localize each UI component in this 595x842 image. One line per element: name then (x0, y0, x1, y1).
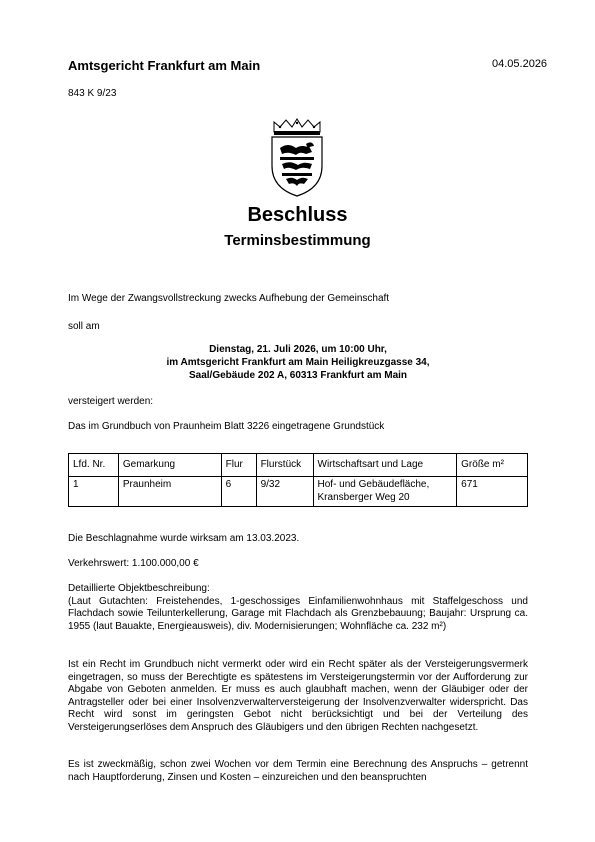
soll-am-text: soll am (68, 321, 100, 332)
verkehrswert-text: Verkehrswert: 1.100.000,00 € (68, 558, 199, 569)
case-reference: 843 K 9/23 (68, 88, 117, 99)
table-cell: 9/32 (256, 477, 313, 507)
court-name: Amtsgericht Frankfurt am Main (68, 58, 261, 73)
grundbuch-text: Das im Grundbuch von Praunheim Blatt 3226 eingetragene Grundstück (68, 421, 385, 432)
recht-paragraph: Ist ein Recht im Grundbuch nicht vermerkt oder wird ein Recht später als der Versteigerungsvermerk eingetragen, so muss der Berechtigte es spätestens im Versteigerungstermin vor der Aufforderung zur Abgabe von Geboten anmelden. Er muss es auch glaubhaft machen, wenn der Gläubiger oder der Antragsteller oder bei einer Insolvenzverwalterversteigerung der Insolvenzverwalter widerspricht. Das Recht wird sonst im geringsten Gebot nicht berücksichtigt und bei der Verteilung des Versteigerungserlöses dem Anspruch des Gläubigers und den übrigen Rechten nachgesetzt. (68, 659, 528, 733)
coat-of-arms-icon (266, 118, 328, 198)
table-header: Größe m² (457, 454, 528, 477)
appointment-block (68, 343, 528, 382)
objekt-text: (Laut Gutachten: Freistehendes, 1-geschossiges Einfamilienwohnhaus mit Staffelgeschoss und Flachdach sowie Teilunterkellerung, Garage mit Flachdach als Grenzbebauung; Baujahr: Ursprung ca. 1955 (laut Bauakte, Energieausweis), div. Modernisierungen; Wohnfläche ca. 232 m²) (68, 595, 528, 632)
property-table (68, 453, 528, 507)
beschlagnahme-text: Die Beschlagnahme wurde wirksam am 13.03.2023. (68, 533, 300, 544)
table-cell: 671 (457, 477, 528, 507)
table-cell: 1 (69, 477, 119, 507)
objekt-description (68, 583, 528, 633)
table-cell: Praunheim (118, 477, 221, 507)
table-header: Flur (221, 454, 256, 477)
table-cell: Hof- und Gebäudefläche, Kransberger Weg 20 (313, 477, 457, 507)
table-cell: 6 (221, 477, 256, 507)
table-header: Lfd. Nr. (69, 454, 119, 477)
appointment-location: im Amtsgericht Frankfurt am Main Heiligkreuzgasse 34, (166, 357, 430, 368)
document-title: Beschluss (247, 204, 348, 226)
table-header: Wirtschaftsart und Lage (313, 454, 457, 477)
table-header-row (69, 454, 528, 477)
document-subtitle: Terminsbestimmung (224, 232, 371, 249)
document-date: 04.05.2026 (492, 58, 548, 70)
table-header: Gemarkung (118, 454, 221, 477)
objekt-heading: Detaillierte Objektbeschreibung: (68, 583, 210, 594)
zweck-paragraph: Es ist zweckmäßig, schon zwei Wochen vor dem Termin eine Berechnung des Anspruchs – getrennt nach Hauptforderung, Zinsen und Kosten – einzureichen und den beanspruchten (68, 759, 528, 783)
appointment-room: Saal/Gebäude 202 A, 60313 Frankfurt am Main (188, 370, 408, 381)
intro-text: Im Wege der Zwangsvollstreckung zwecks Aufhebung der Gemeinschaft (68, 293, 390, 304)
table-header: Flurstück (256, 454, 313, 477)
versteigert-text: versteigert werden: (68, 396, 154, 407)
table-row (69, 477, 528, 507)
appointment-date: Dienstag, 21. Juli 2026, um 10:00 Uhr, (209, 344, 387, 355)
